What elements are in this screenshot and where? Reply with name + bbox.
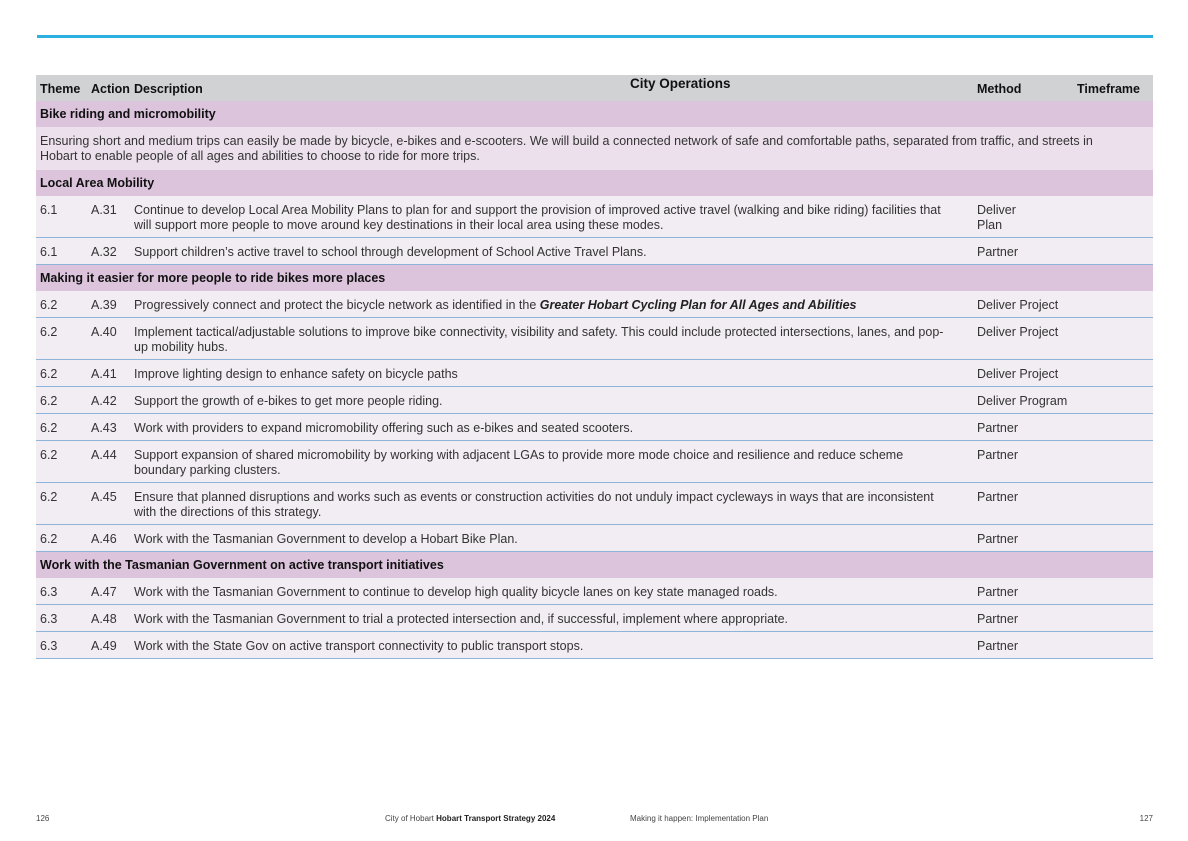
row-method <box>977 490 1087 505</box>
row-description-text: Progressively connect and protect the bicycle network as identified in the <box>134 298 540 312</box>
footer-document-title <box>385 814 555 823</box>
implementation-table <box>36 75 1153 659</box>
row-action: A.48 <box>91 612 117 626</box>
row-method-line: Partner <box>977 612 1018 626</box>
row-description: Support expansion of shared micromobility by working with adjacent LGAs to provide more mode choice and resilience and reduce scheme boundary parking clusters. <box>134 448 904 477</box>
row-method <box>977 367 1087 382</box>
row-theme: 6.2 <box>40 394 58 408</box>
row-action: A.45 <box>91 490 117 504</box>
row-theme: 6.2 <box>40 532 58 546</box>
table-row <box>36 483 1153 525</box>
row-theme: 6.2 <box>40 490 58 504</box>
row-theme: 6.3 <box>40 585 58 599</box>
row-theme: 6.2 <box>40 325 58 339</box>
row-method-line: Deliver Project <box>977 367 1059 381</box>
table-row <box>36 605 1153 632</box>
row-description: Work with the State Gov on active transport connectivity to public transport stops. <box>134 639 584 653</box>
page-number-right: 127 <box>1139 814 1153 823</box>
group-title: Making it easier for more people to ride bikes more places <box>36 265 1153 291</box>
header-method: Method <box>977 82 1022 96</box>
row-theme: 6.2 <box>40 448 58 462</box>
table-row <box>36 196 1153 238</box>
row-method <box>977 585 1087 600</box>
row-method-line: Partner <box>977 490 1018 504</box>
row-description <box>134 291 949 317</box>
row-method <box>977 421 1087 436</box>
table-row <box>36 632 1153 659</box>
row-method <box>977 532 1087 547</box>
row-action: A.42 <box>91 394 117 408</box>
group-title: Work with the Tasmanian Government on active transport initiatives <box>36 552 1153 578</box>
row-action: A.41 <box>91 367 117 381</box>
row-description: Work with the Tasmanian Government to trial a protected intersection and, if successful, implement where appropriate. <box>134 612 789 626</box>
section-intro: Ensuring short and medium trips can easily be made by bicycle, e-bikes and e-scooters. We will build a connected network of safe and comfortable paths, separated from traffic, and streets in Hobart to enable people of all ages and abilities to choose to ride for more trips. <box>36 127 1153 170</box>
table-title: City Operations <box>630 76 731 91</box>
row-method-line: Partner <box>977 448 1018 462</box>
header-theme: Theme <box>40 82 81 96</box>
row-method-line: Partner <box>977 421 1018 435</box>
row-description-plan-title: Greater Hobart Cycling Plan for All Ages and Abilities <box>539 298 857 312</box>
header-timeframe: Timeframe <box>1077 82 1140 96</box>
table-row <box>36 414 1153 441</box>
row-description: Implement tactical/adjustable solutions to improve bike connectivity, visibility and safety. This could include protected intersections, lanes, and pop-up mobility hubs. <box>134 325 944 354</box>
page-number-left: 126 <box>36 814 50 823</box>
row-theme: 6.2 <box>40 367 58 381</box>
row-method <box>977 325 1087 340</box>
row-action: A.40 <box>91 325 117 339</box>
row-action: A.31 <box>91 203 117 217</box>
row-method <box>977 448 1087 463</box>
row-method-line: Partner <box>977 639 1018 653</box>
row-theme: 6.2 <box>40 421 58 435</box>
row-method-line: Plan <box>977 218 1003 232</box>
table-row <box>36 525 1153 552</box>
row-action: A.46 <box>91 532 117 546</box>
row-action: A.49 <box>91 639 117 653</box>
footer-strategy-title: Hobart Transport Strategy 2024 <box>436 814 556 823</box>
header-description: Description <box>134 82 203 96</box>
row-theme: 6.1 <box>40 245 58 259</box>
table-row <box>36 360 1153 387</box>
table-row <box>36 291 1153 318</box>
row-action: A.32 <box>91 245 117 259</box>
row-theme: 6.3 <box>40 639 58 653</box>
row-method-line: Partner <box>977 245 1018 259</box>
section-title: Bike riding and micromobility <box>36 101 1153 127</box>
footer-section: Making it happen: Implementation Plan <box>630 814 769 823</box>
row-description: Work with the Tasmanian Government to continue to develop high quality bicycle lanes on key state managed roads. <box>134 585 778 599</box>
row-method <box>977 394 1087 409</box>
row-description: Work with the Tasmanian Government to develop a Hobart Bike Plan. <box>134 532 518 546</box>
row-action: A.39 <box>91 298 117 312</box>
header-action: Action <box>91 82 130 96</box>
group-title: Local Area Mobility <box>36 170 1153 196</box>
row-method <box>977 298 1087 313</box>
row-method <box>977 245 1087 260</box>
row-method-line: Deliver Project <box>977 325 1059 339</box>
row-description: Support children’s active travel to school through development of School Active Travel Plans. <box>134 245 647 259</box>
row-action: A.44 <box>91 448 117 462</box>
row-method-line: Deliver Program <box>977 394 1068 408</box>
row-method <box>977 639 1087 654</box>
footer-org: City of Hobart <box>385 814 434 823</box>
row-action: A.43 <box>91 421 117 435</box>
row-action: A.47 <box>91 585 117 599</box>
row-method-line: Partner <box>977 532 1018 546</box>
row-method <box>977 203 1087 233</box>
table-row <box>36 387 1153 414</box>
row-method-line: Deliver <box>977 203 1016 217</box>
row-method-line: Deliver Project <box>977 298 1059 312</box>
row-theme: 6.3 <box>40 612 58 626</box>
table-row <box>36 238 1153 265</box>
table-header <box>36 75 1153 101</box>
table-row <box>36 578 1153 605</box>
row-theme: 6.2 <box>40 298 58 312</box>
table-row <box>36 318 1153 360</box>
row-method <box>977 612 1087 627</box>
row-description: Improve lighting design to enhance safety on bicycle paths <box>134 367 458 381</box>
table-row <box>36 441 1153 483</box>
row-description: Work with providers to expand micromobility offering such as e-bikes and seated scooters. <box>134 421 634 435</box>
row-description: Continue to develop Local Area Mobility Plans to plan for and support the provision of improved active travel (walking and bike riding) facilities that will support more people to move around key destinations in their local area using these modes. <box>134 203 941 232</box>
row-description: Ensure that planned disruptions and works such as events or construction activities do not unduly impact cycleways in ways that are inconsistent with the directions of this strategy. <box>134 490 934 519</box>
top-accent-rule <box>37 35 1153 38</box>
row-description: Support the growth of e-bikes to get more people riding. <box>134 394 443 408</box>
row-theme: 6.1 <box>40 203 58 217</box>
row-method-line: Partner <box>977 585 1018 599</box>
